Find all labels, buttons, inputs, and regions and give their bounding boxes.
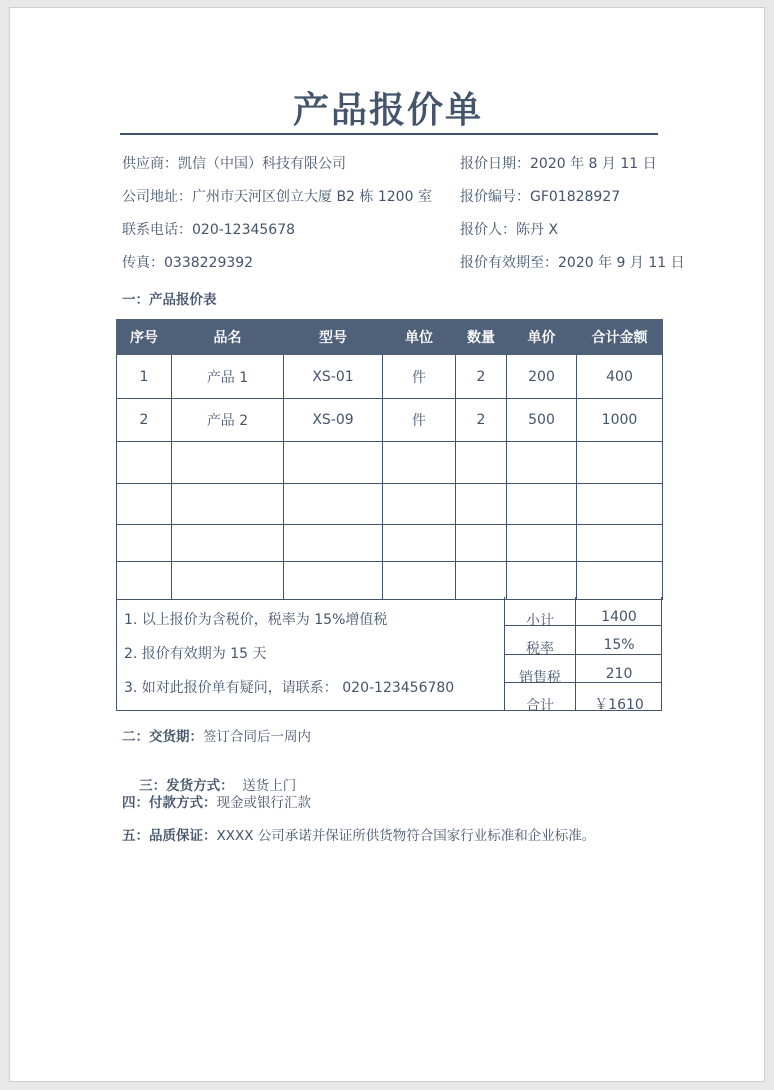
delivery-term: [122, 725, 311, 745]
note-item: 1. 以上报价为含税价，税率为 15%增值税: [124, 612, 388, 628]
col-header-amount: 合计金额: [577, 320, 663, 355]
table-cell: 产品 1: [172, 355, 284, 399]
quoter: 报价人：陈丹 X: [460, 222, 559, 238]
delivery-label: 二：交货期：: [122, 729, 203, 745]
summary-row-divider: [505, 625, 661, 626]
table-cell: [577, 484, 663, 525]
table-cell: [507, 442, 577, 484]
table-cell: [172, 525, 284, 562]
table-cell: XS-01: [284, 355, 383, 399]
table-cell: 500: [507, 399, 577, 442]
table-cell: [507, 562, 577, 600]
col-header-name: 品名: [172, 320, 284, 355]
supplier: 供应商：凯信（中国）科技有限公司: [122, 156, 346, 172]
table-cell: [383, 442, 456, 484]
table-cell: [172, 484, 284, 525]
table-cell: [383, 484, 456, 525]
document-page: [9, 7, 765, 1082]
delivery-value: 签订合同后一周内: [203, 729, 311, 745]
table-cell: [383, 562, 456, 600]
table-row: [117, 399, 663, 442]
table-cell: [507, 484, 577, 525]
payment-value: 现金或银行汇款: [216, 795, 311, 811]
table-cell: 200: [507, 355, 577, 399]
table-cell: [117, 562, 172, 600]
table-cell: [284, 484, 383, 525]
quality-term: [122, 824, 595, 844]
table-cell: [456, 442, 507, 484]
page-title: 产品报价单: [292, 90, 483, 131]
summary-row-divider: [505, 682, 661, 683]
table-cell: 400: [577, 355, 663, 399]
table-cell: [117, 484, 172, 525]
table-cell: 件: [383, 399, 456, 442]
valid-until: 报价有效期至：2020 年 9 月 11 日: [460, 255, 685, 271]
payment-term: [122, 791, 311, 811]
table-row: [117, 525, 663, 562]
subtotal-value: 1400: [601, 609, 637, 625]
table-cell: 1: [117, 355, 172, 399]
table-cell: [507, 525, 577, 562]
table-cell: 2: [456, 355, 507, 399]
col-header-model: 型号: [284, 320, 383, 355]
table-cell: [284, 562, 383, 600]
table-cell: [172, 562, 284, 600]
fax: 传真：0338229392: [122, 255, 254, 271]
table-row: [117, 355, 663, 399]
table-cell: [117, 525, 172, 562]
address: 公司地址：广州市天河区创立大厦 B2 栋 1200 室: [122, 189, 432, 205]
table-cell: [577, 562, 663, 600]
tax-rate-value: 15%: [603, 637, 635, 653]
subtotal-label: 小计: [526, 613, 554, 629]
total-value: ￥1610: [594, 697, 644, 713]
table-cell: [577, 442, 663, 484]
col-header-qty: 数量: [456, 320, 507, 355]
table-cell: [284, 442, 383, 484]
section-quote-table: 一：产品报价表: [122, 292, 217, 308]
tax-rate-label: 税率: [526, 641, 554, 657]
shipping-value: 送货上门: [233, 778, 297, 794]
table-cell: [456, 525, 507, 562]
total-label: 合计: [526, 698, 554, 714]
note-item: 3. 如对此报价单有疑问，请联系： 020-123456780: [124, 680, 455, 696]
sales-tax-label: 销售税: [519, 670, 561, 686]
note-item: 2. 报价有效期为 15 天: [124, 646, 267, 662]
table-cell: 1000: [577, 399, 663, 442]
summary-row-divider: [505, 654, 661, 655]
shipping-label: 三：发货方式：: [139, 778, 234, 794]
table-cell: [456, 562, 507, 600]
table-cell: 件: [383, 355, 456, 399]
quality-label: 五：品质保证：: [122, 828, 217, 844]
table-row: [117, 484, 663, 525]
col-header-index: 序号: [117, 320, 172, 355]
quality-value: XXXX 公司承诺并保证所供货物符合国家行业标准和企业标准。: [216, 828, 596, 844]
table-cell: [456, 484, 507, 525]
table-row: [117, 442, 663, 484]
table-cell: [172, 442, 284, 484]
col-header-unit: 单位: [383, 320, 456, 355]
table-cell: [284, 525, 383, 562]
table-cell: 2: [456, 399, 507, 442]
table-cell: [577, 525, 663, 562]
phone: 联系电话：020-12345678: [122, 222, 296, 238]
table-cell: [383, 525, 456, 562]
col-header-price: 单价: [507, 320, 577, 355]
table-row: [117, 562, 663, 600]
table-header-row: [117, 320, 663, 355]
payment-label: 四：付款方式：: [122, 795, 217, 811]
notes-box: [116, 597, 505, 711]
quote-table: [116, 319, 663, 600]
summary-box: [504, 597, 662, 714]
table-cell: XS-09: [284, 399, 383, 442]
title-divider: [120, 133, 658, 135]
table-cell: 2: [117, 399, 172, 442]
table-cell: [117, 442, 172, 484]
table-cell: 产品 2: [172, 399, 284, 442]
sales-tax-value: 210: [605, 666, 633, 682]
quote-number: 报价编号：GF01828927: [460, 189, 621, 205]
quote-date: 报价日期：2020 年 8 月 11 日: [460, 156, 657, 172]
